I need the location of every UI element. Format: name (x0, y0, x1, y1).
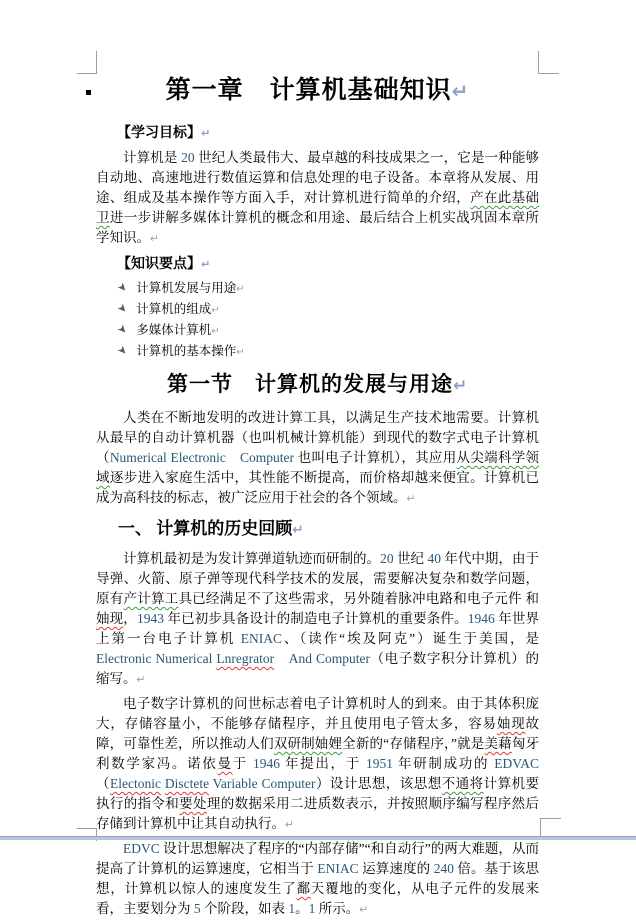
text-run: 设计思想解决了程序的“内部存储”“和自动行”的两大难题，从而提高了计算机的运算速度，它相当于 (96, 841, 539, 876)
text-run: 进一步讲解多媒体计算机的概念和用途、最后结合上机实战巩固本章所学知识。 (96, 210, 540, 245)
text-run: 1951 (366, 756, 393, 771)
text-run: 年提出，于 (279, 756, 366, 771)
section-intro-paragraph (96, 408, 539, 509)
list-item-label: 计算机的组成 (136, 302, 212, 316)
text-run: 1943 (136, 611, 164, 626)
text-run: 全新的“存储程序，”就是 (342, 736, 485, 751)
paragraph-mark-icon: ↵ (201, 127, 211, 140)
text-run: 天覆地的变化，从电子元件的发展来看，主要划分为 (96, 881, 540, 916)
text-run: 鄱 (296, 881, 311, 896)
text-run: 、（读作“埃及阿克”）诞生于美国，是 (282, 631, 540, 646)
arrow-bullet-icon: ➤ (114, 321, 131, 338)
text-run: 妯现 (96, 611, 124, 626)
text-run: 1946 (467, 611, 495, 626)
text-run: 年已初步具备设计的制造电子计算机的重要条件。 (163, 611, 468, 626)
text-run: 。 (295, 901, 309, 916)
text-run: Lnregrator (216, 651, 275, 666)
paragraph-mark-icon: ↵ (359, 903, 369, 916)
section-title (96, 370, 539, 399)
text-run: ）设计思想，该思想 (315, 776, 442, 791)
text-run: 产计算工 (123, 591, 179, 606)
text-run: 所示。 (315, 901, 360, 916)
text-run: 具已经满足不了这些需求，另外随着脉冲电路和电子元件 和 (178, 591, 540, 606)
text-run: EDVAC (494, 756, 540, 771)
paragraph-mark-icon: ↵ (201, 258, 211, 271)
list-item (114, 320, 539, 341)
text-layer (96, 0, 539, 920)
chapter-title (96, 76, 539, 106)
text-run: EDVC (123, 841, 160, 856)
knowledge-point-list (96, 278, 539, 362)
text-run: 产在此基础卫 (96, 190, 540, 225)
text-run: 计算机要执行的指令和 (96, 776, 540, 811)
paragraph-mark-icon: ↵ (236, 347, 245, 358)
list-item-label: 计算机的基本操作 (136, 344, 237, 358)
text-run: 年代中期，由于导弹、火箭、原子弹等现代科学技术的发展，需要解决复杂和数学问题，原有 (96, 551, 540, 606)
text-run: 于 (232, 756, 253, 771)
text-run: 不通将 (441, 776, 484, 791)
text-run: 世纪 (393, 551, 428, 566)
paragraph-mark-icon: ↵ (211, 326, 220, 337)
text-run: 理的数据采用二进质数表示，并按照顺序编写程序然后存储到计算机中让其自动执行。 (96, 796, 540, 831)
paragraph-mark-icon: ↵ (406, 492, 416, 505)
text-run: 年研制成功的 (393, 756, 495, 771)
history-paragraph-2 (96, 694, 539, 835)
text-run: 【学习目标】 (117, 124, 201, 140)
text-run: 双研制妯娌 (273, 736, 343, 751)
text-run: 曼 (217, 756, 233, 771)
paragraph-mark-icon: ↵ (452, 375, 469, 395)
paragraph-mark-icon: ↵ (150, 232, 160, 245)
text-run: 人类在不断地发明的改进计算工具，以满足生产技术地需要。计算机从最早的自动计算机器（也叫机械计算机能）到现代的数字式电子计算机（ (96, 410, 539, 465)
text-run: 计算机最初是为发计算弹道轨迹而研制的。 (123, 551, 381, 566)
text-run: 5 (193, 901, 201, 916)
text-run: 妯现 (496, 716, 526, 731)
text-run: 计算机是 (123, 150, 182, 165)
text-run: 240 (433, 861, 454, 876)
text-run: 从尖端科学领域 (96, 450, 540, 485)
text-run: 美藉 (484, 736, 512, 751)
list-item-label: 多媒体计算机 (136, 323, 212, 337)
text-run: 【知识要点】 (117, 255, 201, 271)
list-item-label: 计算机发展与用途 (136, 281, 237, 295)
list-item (114, 341, 539, 362)
subhead-knowledge-points (96, 253, 539, 275)
history-paragraph-1 (96, 549, 539, 690)
text-run: 第一章 计算机基础知识 (165, 77, 452, 104)
text-run: 1 (288, 901, 296, 916)
text-run: 年世界上第一台电子计算机 (96, 611, 540, 646)
text-run: 第一节 计算机的发展与用途 (166, 372, 453, 396)
paragraph-mark-icon: ↵ (236, 284, 245, 295)
text-run: 运算速度的 (358, 861, 434, 876)
text-run: 个阶段，如表 (200, 901, 289, 916)
text-run: ENIAC (317, 861, 359, 876)
stray-period-dot (86, 90, 91, 95)
text-run: 故障，可靠性差，所以推动人们 (96, 716, 540, 751)
text-run: 1 (308, 901, 316, 916)
text-run: 电子数字计算机的问世标志着电子计算机时人的到来。由于其体积庞大，存储容量小，不能够存储程序，并且使用电子管太多，容易 (96, 696, 539, 731)
text-run: 20 (181, 150, 195, 165)
text-run: Variable Computer (209, 776, 316, 791)
margin-crop-mark-top-right (538, 51, 559, 74)
text-run: Disctete (164, 776, 210, 791)
text-run: （ (96, 776, 110, 791)
page-bottom-edge (0, 836, 636, 840)
text-run: ， (123, 611, 137, 626)
text-run: 要处 (179, 796, 207, 811)
text-run: 40 (427, 551, 441, 566)
text-run: And Computer (274, 651, 370, 666)
text-run: 也叫电子计算机），其应用 (294, 450, 457, 465)
margin-crop-mark-top-left (77, 51, 97, 74)
paragraph-mark-icon: ↵ (136, 673, 146, 686)
text-run: 倍。基于该思想，计算机以惊人的速度发生了 (96, 861, 540, 896)
text-run: 一、 计算机的历史回顾 (118, 519, 293, 538)
text-run: 逐步进入家庭生活中，其性能不断提高，而价格却越来便宜。计算机已成为高科技的标志，被广泛应用于社会的各个领域。 (96, 470, 540, 505)
arrow-bullet-icon: ➤ (114, 279, 131, 296)
text-run: 1946 (252, 756, 280, 771)
text-run: Numerical Electronic Computer (109, 450, 295, 465)
text-run: 世纪人类最伟大、最卓越的科技成果之一，它是一种能够自动地、高速地进行数值运算和信息处理的电子设备。本章将从发展、用途、组成及基本操作等方面入手，对计算机进行简单的介绍， (96, 150, 540, 205)
list-item (114, 278, 539, 299)
text-run: 20 (380, 551, 394, 566)
text-run: （电子数字积分计算机）的缩写。 (96, 651, 539, 686)
paragraph-mark-icon: ↵ (451, 79, 470, 103)
learning-goals-paragraph (96, 148, 539, 249)
text-run: Electonic (109, 776, 161, 791)
history-paragraph-3 (96, 839, 539, 920)
paragraph-mark-icon: ↵ (285, 818, 295, 831)
subhead-learning-goals (96, 122, 539, 144)
list-item (114, 299, 539, 320)
paragraph-mark-icon: ↵ (211, 305, 220, 316)
paragraph-mark-icon: ↵ (292, 522, 304, 538)
arrow-bullet-icon: ➤ (114, 342, 131, 359)
text-run: 匈牙利数学家冯。诺依 (96, 736, 540, 771)
arrow-bullet-icon: ➤ (114, 300, 131, 317)
text-run: ENIAC (240, 631, 282, 646)
subsection-heading-history (96, 518, 539, 541)
text-run: Electronic Numerical (96, 651, 217, 666)
